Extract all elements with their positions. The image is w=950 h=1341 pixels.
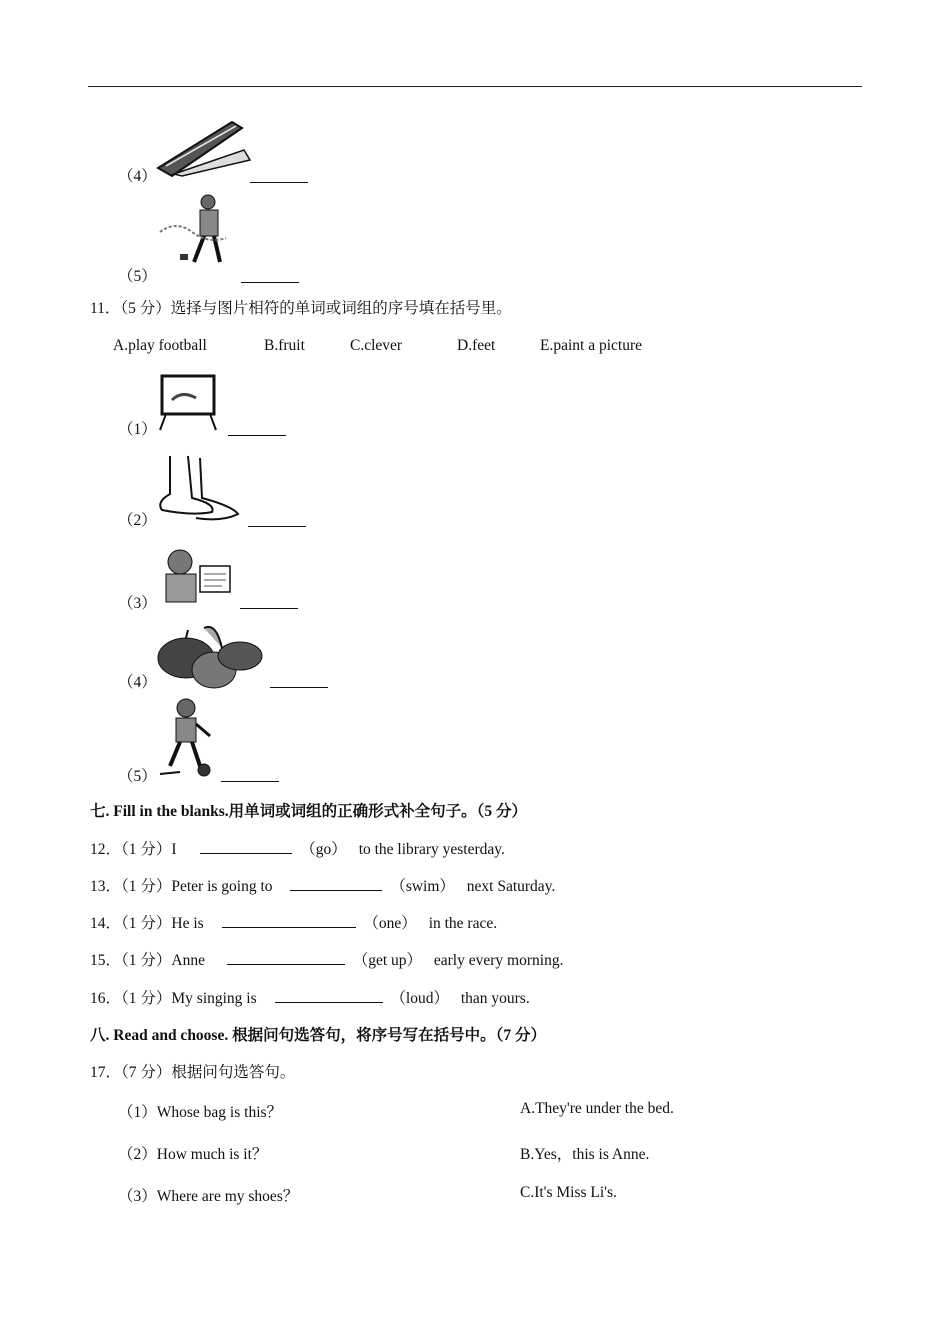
section-heading: 八. Read and choose. 根据问句选答句，将序号写在括号中。（7 分） bbox=[90, 1027, 546, 1044]
section-heading: 七. Fill in the blanks.用单词或词组的正确形式补全句子。（5 分） bbox=[90, 803, 528, 820]
item-label: （5） bbox=[118, 768, 157, 785]
match-answer: A.They're under the bed. bbox=[520, 1100, 674, 1117]
boy-playing-icon bbox=[156, 192, 242, 272]
item-label: （3） bbox=[118, 595, 157, 612]
answer-blank[interactable] bbox=[221, 780, 279, 782]
option-c: C.clever bbox=[350, 337, 403, 354]
answer-blank[interactable] bbox=[250, 181, 308, 183]
answer-blank[interactable] bbox=[270, 686, 328, 688]
answer-blank[interactable] bbox=[248, 525, 306, 527]
item-label: （1） bbox=[118, 421, 157, 438]
match-answer: B.Yes，this is Anne. bbox=[520, 1146, 650, 1163]
question-row: 15．（1 分）Anne （get up） early every morning. bbox=[90, 952, 564, 969]
header-rule bbox=[88, 86, 862, 87]
feet-icon bbox=[152, 454, 242, 524]
question-row: 12．（1 分）I （go） to the library yesterday. bbox=[90, 841, 505, 858]
match-answer: C.It's Miss Li's. bbox=[520, 1184, 617, 1201]
option-a: A.play football bbox=[113, 337, 207, 354]
answer-blank[interactable] bbox=[227, 963, 345, 965]
item-label: （2） bbox=[118, 512, 157, 529]
item-label: （4） bbox=[118, 168, 157, 185]
match-question: （3）Where are my shoes？ bbox=[118, 1188, 299, 1205]
answer-blank[interactable] bbox=[228, 434, 286, 436]
painting-picture-icon bbox=[156, 370, 220, 432]
answer-blank[interactable] bbox=[222, 926, 356, 928]
question-prompt: 17．（7 分）根据问句选答句。 bbox=[90, 1064, 296, 1081]
answer-blank[interactable] bbox=[290, 889, 382, 891]
option-b: B.fruit bbox=[264, 337, 305, 354]
answer-blank[interactable] bbox=[275, 1001, 383, 1003]
match-question: （1）Whose bag is this？ bbox=[118, 1104, 283, 1121]
answer-blank[interactable] bbox=[241, 281, 299, 283]
answer-blank[interactable] bbox=[200, 852, 292, 854]
clever-boy-icon bbox=[156, 544, 236, 606]
question-row: 13．（1 分）Peter is going to （swim） next Saturday. bbox=[90, 878, 556, 895]
answer-blank[interactable] bbox=[240, 607, 298, 609]
question-row: 14．（1 分）He is （one） in the race. bbox=[90, 915, 498, 932]
question-prompt: 11．（5 分）选择与图片相符的单词或词组的序号填在括号里。 bbox=[90, 300, 512, 317]
match-question: （2）How much is it？ bbox=[118, 1146, 268, 1163]
football-player-icon bbox=[156, 696, 216, 778]
item-label: （5） bbox=[118, 268, 157, 285]
knife-icon bbox=[152, 116, 252, 180]
question-row: 16．（1 分）My singing is （loud） than yours. bbox=[90, 990, 530, 1007]
fruit-icon bbox=[156, 618, 264, 690]
item-label: （4） bbox=[118, 674, 157, 691]
option-d: D.feet bbox=[457, 337, 496, 354]
option-e: E.paint a picture bbox=[540, 337, 642, 354]
